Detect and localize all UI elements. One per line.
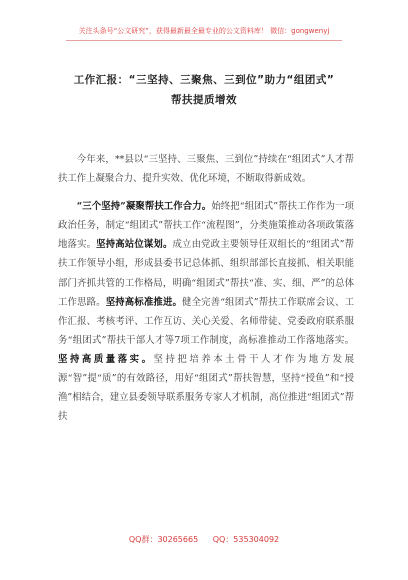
sub2-heading: 坚持高标准推进。: [105, 296, 183, 308]
document-body: [58, 150, 354, 435]
section1-paragraph: [58, 197, 354, 426]
document-title-line2: 帮扶提质增效: [171, 94, 237, 106]
header-banner: 关注头条号“公文研究”，获得最新最全最专业的公文资料库！ 微信：gongwenyj: [78, 27, 330, 35]
footer-contact: [0, 534, 408, 545]
document-title-line1: 工作汇报：“三坚持、三聚焦、三到位”助力“组团式”: [73, 74, 335, 86]
section1-text: 始终把“组团式”帮扶工作作为一项政治任务，制定“组团式”帮扶工作“流程图”，分类施策推动各项政策落地落实。: [58, 201, 354, 251]
section1-heading: “三个坚持”凝聚帮扶工作合力。: [76, 201, 212, 213]
intro-paragraph: 今年来，**县以“三坚持、三聚焦、三到位”持续在“组团式”人才帮扶工作上凝聚合力、提升实效、优化环境，不断取得新成效。: [58, 154, 354, 185]
sub2-text: 健全完善“组团式”帮扶工作联席会议、工作汇报、考核考评、工作互访、关心关爱、名师带徒、党委政府联系服务“组团式”帮扶干部人才等7项工作制度，高标准推动工作落地落实。: [58, 296, 354, 346]
footer-qq-group: QQ群：30265665: [128, 535, 199, 544]
header-divider: [66, 40, 342, 41]
sub3-text: 坚持把培养本土骨干人才作为地方发展源“智”提“质”的有效路径，用好“组团式”帮扶智慧，坚持“授鱼”和“授渔”相结合，建立县委领导联系服务专家人才机制，高位推进“组团式”帮扶: [58, 353, 354, 423]
footer-qq: QQ：535304092: [212, 535, 280, 544]
sub1-heading: 坚持高站位谋划。: [96, 239, 173, 251]
sub1-text: 成立由党政主要领导任双组长的“组团式”帮扶工作领导小组，形成县委书记总体抓、组织部部长直接抓、相关职能部门齐抓共管的工作格局，明确“组团式”帮扶“准、实、细、严”的总体工作思路。: [58, 239, 354, 308]
sub3-heading: 坚持高质量落实。: [58, 353, 154, 365]
